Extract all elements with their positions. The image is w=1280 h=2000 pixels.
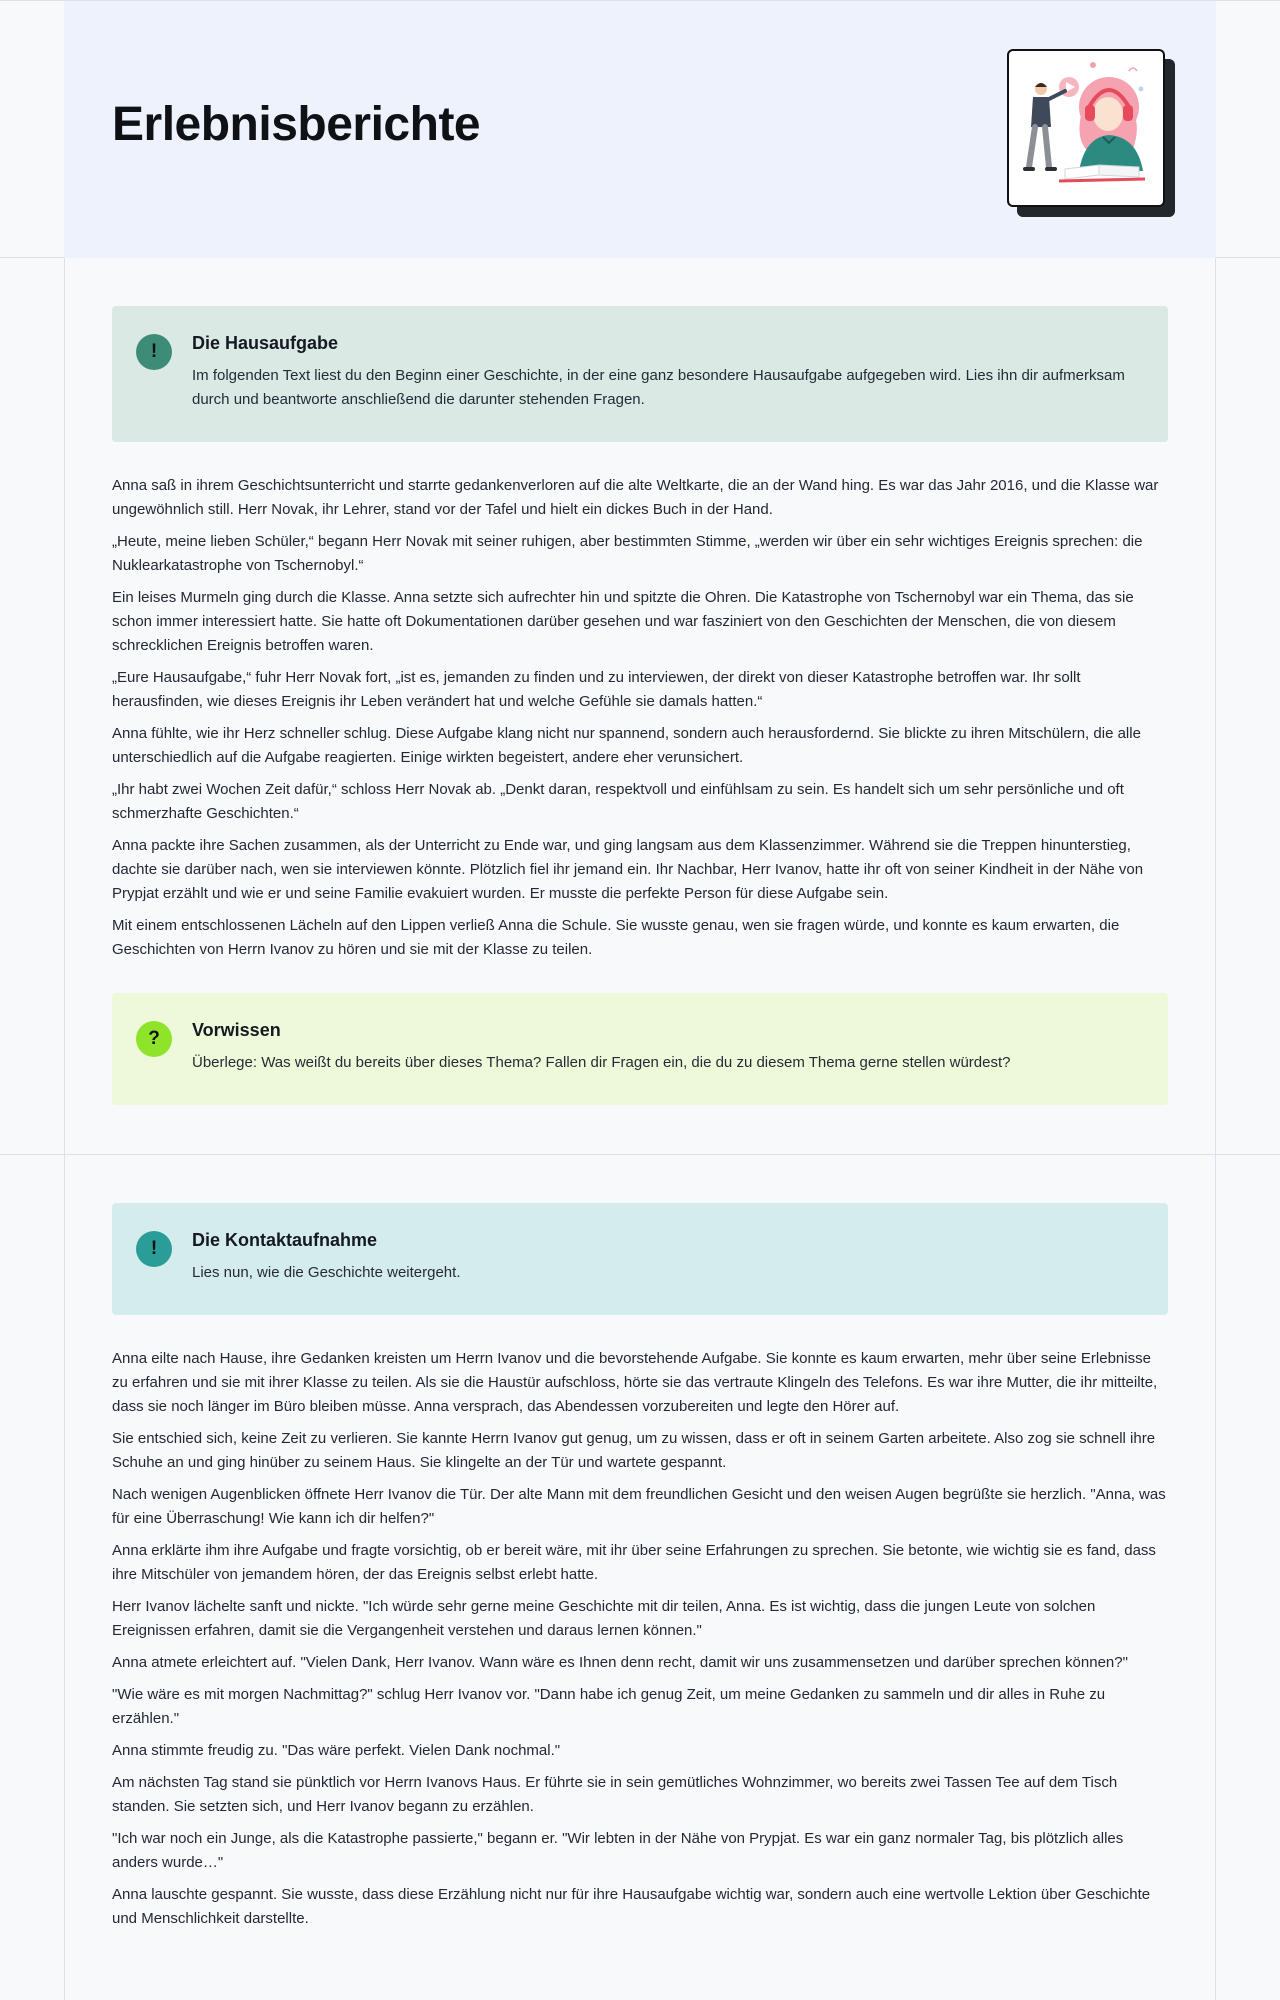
story-paragraph: „Eure Hausaufgabe,“ fuhr Herr Novak fort, „ist es, jemanden zu finden und zu interviewen, der direkt von dieser Katastrophe betroffen war. Ihr sollt herausfinden, wie dieses Ereignis ihr Leben verändert hat und welche Gefühle sie damals hatten.“ <box>112 669 1081 710</box>
story-paragraph: "Wie wäre es mit morgen Nachmittag?" schlug Herr Ivanov vor. "Dann habe ich genug Zeit, um meine Gedanken zu sammeln und dir alles in Ruhe zu erzählen." <box>112 1686 1106 1727</box>
callout-title: Die Hausaufgabe <box>192 333 339 353</box>
illustration-frame <box>1007 49 1165 207</box>
page-title: Erlebnisberichte <box>112 98 481 151</box>
callout-title: Die Kontaktaufnahme <box>192 1230 378 1250</box>
header-panel <box>64 1 1216 258</box>
story-paragraph: Anna packte ihre Sachen zusammen, als der Unterricht zu Ende war, und ging langsam aus dem Klassenzimmer. Während sie die Treppen hinunterstieg, dachte sie darüber nach, wen sie interviewen könnte. Plötzlich fiel ihr jemand ein. Ihr Nachbar, Herr Ivanov, hatte ihr oft von seiner Kindheit in der Nähe von Prypjat erzählt und wie er und seine Familie evakuiert wurden. Er musste die perfekte Person für diese Aufgabe sein. <box>112 837 1144 902</box>
story-paragraph: Anna lauschte gespannt. Sie wusste, dass diese Erzählung nicht nur für ihre Hausaufgabe wichtig war, sondern auch eine wertvolle Lektion über Geschichte und Menschlichkeit darstellte. <box>112 1886 1151 1927</box>
story-text <box>112 1347 1168 1939</box>
info-callout <box>112 306 1168 442</box>
story-paragraph: Anna eilte nach Hause, ihre Gedanken kreisten um Herrn Ivanov und die bevorstehende Aufgabe. Sie konnte es kaum erwarten, mehr über seine Erlebnisse zu erfahren und sie mit ihrer Klasse zu teilen. Als sie die Haustür aufschloss, hörte sie das vertraute Klingeln des Telefons. Es war ihre Mutter, die ihr mitteilte, dass sie noch länger im Büro bleiben müsse. Anna versprach, das Abendessen vorzubereiten und legte den Hörer auf. <box>112 1350 1158 1415</box>
story-paragraph: „Ihr habt zwei Wochen Zeit dafür,“ schloss Herr Novak ab. „Denkt daran, respektvoll und einfühlsam zu sein. Es handelt sich um sehr persönliche und oft schmerzhafte Geschichten.“ <box>112 781 1124 822</box>
reading-person-illustration <box>1009 51 1163 205</box>
story-paragraph: Anna erklärte ihm ihre Aufgabe und fragte vorsichtig, ob er bereit wäre, mit ihr über seine Erfahrungen zu sprechen. Sie betonte, wie wichtig sie es fand, dass ihre Mitschüler von jemandem hören, der das Ereignis selbst erlebt hatte. <box>112 1542 1156 1583</box>
header-illustration <box>1007 49 1167 209</box>
story-paragraph: Ein leises Murmeln ging durch die Klasse. Anna setzte sich aufrechter hin und spitzte die Ohren. Die Katastrophe von Tschernobyl war ein Thema, das sie schon immer interessiert hatte. Sie hatte oft Dokumentationen darüber gesehen und war fasziniert von den Geschichten der Menschen, die von diesem schrecklichen Ereignis betroffen waren. <box>112 589 1134 654</box>
story-text <box>112 474 1168 970</box>
callout-title: Vorwissen <box>192 1020 281 1040</box>
exclamation-icon: ! <box>136 1231 172 1267</box>
story-paragraph: Am nächsten Tag stand sie pünktlich vor Herrn Ivanovs Haus. Er führte sie in sein gemütliches Wohnzimmer, wo bereits zwei Tassen Tee auf dem Tisch standen. Sie setzten sich, und Herr Ivanov begann zu erzählen. <box>112 1774 1118 1815</box>
callout-text: Im folgenden Text liest du den Beginn einer Geschichte, in der eine ganz besondere Hausaufgabe aufgegeben wird. Lies ihn dir aufmerksam durch und beantworte anschließend die darunter stehenden Fragen. <box>192 367 1125 408</box>
story-paragraph: Nach wenigen Augenblicken öffnete Herr Ivanov die Tür. Der alte Mann mit dem freundlichen Gesicht und den weisen Augen begrüßte sie herzlich. "Anna, was für eine Überraschung! Wie kann ich dir helfen?" <box>112 1486 1166 1527</box>
page-header <box>0 0 1280 258</box>
exclamation-icon: ! <box>136 334 172 370</box>
info-callout <box>112 1203 1168 1315</box>
story-paragraph: "Ich war noch ein Junge, als die Katastrophe passierte," begann er. "Wir lebten in der Nähe von Prypjat. Es war ein ganz normaler Tag, bis plötzlich alles anders wurde…" <box>112 1830 1124 1871</box>
story-paragraph: „Heute, meine lieben Schüler,“ begann Herr Novak mit seiner ruhigen, aber bestimmten Stimme, „werden wir über ein sehr wichtiges Ereignis sprechen: die Nuklearkatastrophe von Tschernobyl.“ <box>112 533 1143 574</box>
section-kontaktaufnahme <box>0 1155 1280 2000</box>
story-paragraph: Anna fühlte, wie ihr Herz schneller schlug. Diese Aufgabe klang nicht nur spannend, sondern auch herausfordernd. Sie blickte zu ihren Mitschülern, die alle unterschiedlich auf die Aufgabe reagierten. Einige wirkten begeistert, andere eher verunsichert. <box>112 725 1141 766</box>
story-paragraph: Anna saß in ihrem Geschichtsunterricht und starrte gedankenverloren auf die alte Weltkarte, die an der Wand hing. Es war das Jahr 2016, und die Klasse war ungewöhnlich still. Herr Novak, ihr Lehrer, stand vor der Tafel und hielt ein dickes Buch in der Hand. <box>112 477 1159 518</box>
story-paragraph: Herr Ivanov lächelte sanft und nickte. "Ich würde sehr gerne meine Geschichte mit dir teilen, Anna. Es ist wichtig, dass die jungen Leute von solchen Ereignissen erfahren, damit sie die Vergangenheit verstehen und daraus lernen können." <box>112 1598 1096 1639</box>
story-paragraph: Mit einem entschlossenen Lächeln auf den Lippen verließ Anna die Schule. Sie wusste genau, wen sie fragen würde, und konnte es kaum erwarten, die Geschichten von Herrn Ivanov zu hören und sie mit der Klasse zu teilen. <box>112 917 1120 958</box>
story-paragraph: Sie entschied sich, keine Zeit zu verlieren. Sie kannte Herrn Ivanov gut genug, um zu wissen, dass er oft in seinem Garten arbeitete. Also zog sie schnell ihre Schuhe an und ging hinüber zu seinem Haus. Sie klingelte an der Tür und wartete gespannt. <box>112 1430 1156 1471</box>
callout-text: Lies nun, wie die Geschichte weitergeht. <box>192 1264 461 1281</box>
callout-text: Überlege: Was weißt du bereits über dieses Thema? Fallen dir Fragen ein, die du zu diesem Thema gerne stellen würdest? <box>192 1054 1011 1071</box>
question-callout <box>112 993 1168 1105</box>
section-hausaufgabe <box>0 258 1280 1155</box>
story-paragraph: Anna stimmte freudig zu. "Das wäre perfekt. Vielen Dank nochmal." <box>112 1742 561 1759</box>
story-paragraph: Anna atmete erleichtert auf. "Vielen Dank, Herr Ivanov. Wann wäre es Ihnen denn recht, damit wir uns zusammensetzen und darüber sprechen können?" <box>112 1654 1128 1671</box>
question-icon: ? <box>136 1021 172 1057</box>
